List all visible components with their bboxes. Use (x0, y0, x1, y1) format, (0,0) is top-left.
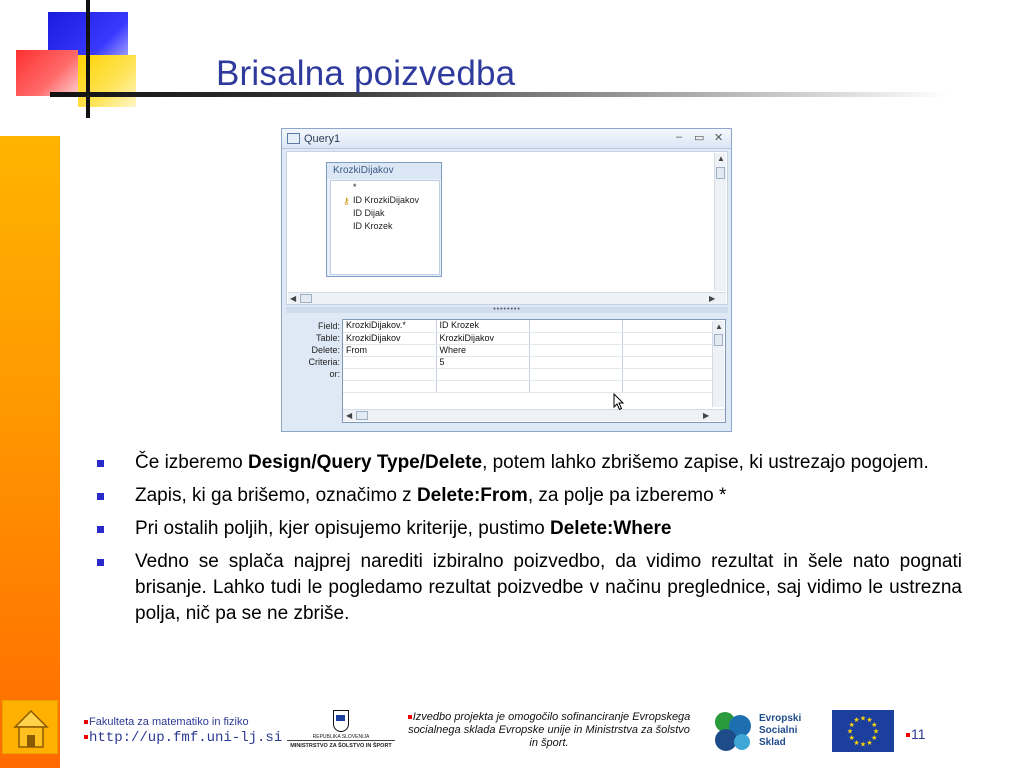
faculty-url-link[interactable]: http://up.fmf.uni-lj.si (89, 730, 283, 746)
grid-cell[interactable] (529, 344, 622, 356)
bullet-item (96, 483, 962, 509)
ministry-logo (287, 710, 395, 756)
eu-star-icon: ★ (848, 735, 855, 742)
ess-circles-icon (712, 710, 754, 752)
eu-star-icon: ★ (871, 735, 878, 742)
scroll-right-icon[interactable]: ▶ (703, 411, 710, 420)
row-label-or: or: (329, 369, 340, 379)
bullet-text: Če izberemo (135, 452, 248, 473)
field-list-item[interactable]: * (353, 182, 357, 192)
scroll-thumb[interactable] (716, 167, 725, 179)
grid-vertical-scrollbar[interactable] (712, 321, 724, 407)
close-button[interactable]: ✕ (714, 132, 724, 144)
pane-splitter[interactable]: •••••••• (286, 307, 728, 313)
row-label-delete: Delete: (311, 345, 340, 355)
query-window (281, 128, 732, 432)
header-vertical-line (86, 0, 90, 118)
design-grid-table (343, 320, 716, 393)
bullet-text: Zapis, ki ga brišemo, označimo z (135, 485, 417, 506)
grid-cell[interactable] (529, 368, 622, 380)
grid-cell[interactable] (343, 356, 436, 368)
eu-star-icon: ★ (872, 728, 880, 736)
eu-star-icon: ★ (848, 722, 855, 729)
home-button[interactable] (2, 700, 58, 754)
grid-cell[interactable] (343, 368, 436, 380)
eu-flag-icon (832, 710, 894, 752)
bullet-item (96, 450, 962, 476)
field-list-item[interactable]: ⚷ ID KrozkiDijakov (343, 195, 420, 206)
restore-button[interactable]: ▭ (694, 132, 705, 144)
grid-cell[interactable]: KrozkiDijakov (343, 332, 436, 344)
design-grid-area (286, 316, 728, 426)
eu-star-icon: ★ (866, 739, 873, 747)
eu-star-icon: ★ (853, 739, 860, 747)
side-bar (0, 136, 60, 768)
grid-cell[interactable]: 5 (436, 356, 529, 368)
grid-cell[interactable]: From (343, 344, 436, 356)
grid-cell[interactable]: KrozkiDijakov (436, 332, 529, 344)
ess-logo-text: Evropski Socialni Sklad (759, 713, 802, 748)
query-window-titlebar (282, 129, 731, 149)
eu-star-icon: ★ (859, 741, 867, 749)
field-list (330, 180, 440, 275)
table-field-list-title: KrozkiDijakov (327, 163, 441, 179)
grid-cell[interactable] (529, 320, 622, 332)
eu-star-icon: ★ (871, 722, 878, 729)
slovenia-emblem-icon (333, 710, 349, 732)
field-list-item[interactable]: ID Krozek (353, 221, 393, 231)
mouse-cursor-icon (613, 393, 625, 411)
bullet-text: , potem lahko zbrišemo zapise, ki ustrezajo pogojem. (482, 452, 929, 473)
grid-cell[interactable] (529, 356, 622, 368)
grid-cell[interactable] (622, 320, 715, 332)
home-icon[interactable] (3, 701, 59, 755)
grid-cell[interactable]: KrozkiDijakov.* (343, 320, 436, 332)
grid-cell[interactable] (622, 344, 715, 356)
bullet-bold-text: Delete:Where (550, 518, 672, 539)
scroll-left-icon[interactable]: ◀ (346, 411, 353, 420)
bullet-icon (97, 559, 104, 566)
grid-cell[interactable] (622, 356, 715, 368)
table-field-list[interactable] (326, 162, 442, 277)
scroll-right-icon[interactable]: ▶ (709, 294, 716, 303)
field-list-item[interactable]: ID Dijak (353, 208, 385, 218)
eu-star-icon: ★ (846, 728, 854, 736)
bullet-bold-text: Delete:From (416, 485, 528, 506)
ess-logo (712, 710, 812, 754)
funding-note: Izvedbo projekta je omogočilo sofinanciranje Evropskega socialnega sklada Evropske unije in Ministrstva za šolstvo in šport. (408, 711, 691, 749)
row-label-table: Table: (315, 333, 340, 343)
eu-star-icon: ★ (859, 715, 867, 723)
table-pane (286, 151, 728, 305)
footer-faculty (84, 716, 282, 746)
bullet-icon (97, 493, 104, 500)
bullet-icon (97, 460, 104, 467)
scroll-up-icon[interactable]: ▲ (715, 322, 723, 331)
query-icon (287, 133, 300, 144)
eu-star-icon: ★ (853, 717, 860, 725)
bullet-text: , za polje pa izberemo * (527, 485, 727, 506)
grid-cell[interactable] (622, 332, 715, 344)
scroll-thumb[interactable] (714, 334, 723, 346)
scroll-left-icon[interactable]: ◀ (290, 294, 297, 303)
page-number: 11 (906, 726, 926, 742)
faculty-name: Fakulteta za matematiko in fiziko (89, 716, 249, 728)
grid-cell[interactable]: Where (436, 344, 529, 356)
scroll-thumb[interactable] (356, 411, 368, 420)
grid-cell[interactable] (529, 332, 622, 344)
eu-star-icon: ★ (866, 717, 873, 725)
design-grid (342, 319, 726, 423)
bullet-bold-text: Design/Query Type/Delete (248, 452, 483, 473)
table-pane-horizontal-scrollbar[interactable] (288, 292, 726, 304)
scroll-thumb[interactable] (300, 294, 312, 303)
grid-cell[interactable] (436, 368, 529, 380)
bullet-item (96, 549, 962, 627)
row-label-field: Field: (317, 321, 340, 331)
ministry-logo-line1: REPUBLIKA SLOVENIJA (312, 734, 370, 740)
header-red-square (16, 50, 78, 96)
bullet-text: Vedno se splača najprej narediti izbiralno poizvedbo, da vidimo rezultat in šele nato pognati brisanje. Lahko tudi le pogledamo rezultat poizvedbe v načinu preglednice, saj vidimo le ustrezna polja, nič pa se ne zbriše. (135, 551, 962, 624)
grid-cell[interactable] (622, 368, 715, 380)
bullet-item (96, 516, 962, 542)
grid-cell[interactable]: ID Krozek (436, 320, 529, 332)
grid-horizontal-scrollbar[interactable] (343, 409, 725, 421)
row-label-criteria: Criteria: (308, 357, 340, 367)
bullet-list (96, 450, 962, 634)
minimize-button[interactable]: – (676, 131, 683, 143)
key-icon: ⚷ (343, 196, 350, 206)
ministry-logo-line2: MINISTRSTVO ZA ŠOLSTVO IN ŠPORT (290, 743, 392, 749)
table-pane-vertical-scrollbar[interactable] (714, 153, 726, 291)
query-window-title: Query1 (304, 133, 341, 145)
slide-title: Brisalna poizvedba (216, 54, 516, 93)
scroll-up-icon[interactable]: ▲ (717, 154, 725, 163)
bullet-icon (97, 526, 104, 533)
bullet-text: Pri ostalih poljih, kjer opisujemo kriterije, pustimo (135, 518, 550, 539)
grid-row-labels (286, 320, 340, 380)
